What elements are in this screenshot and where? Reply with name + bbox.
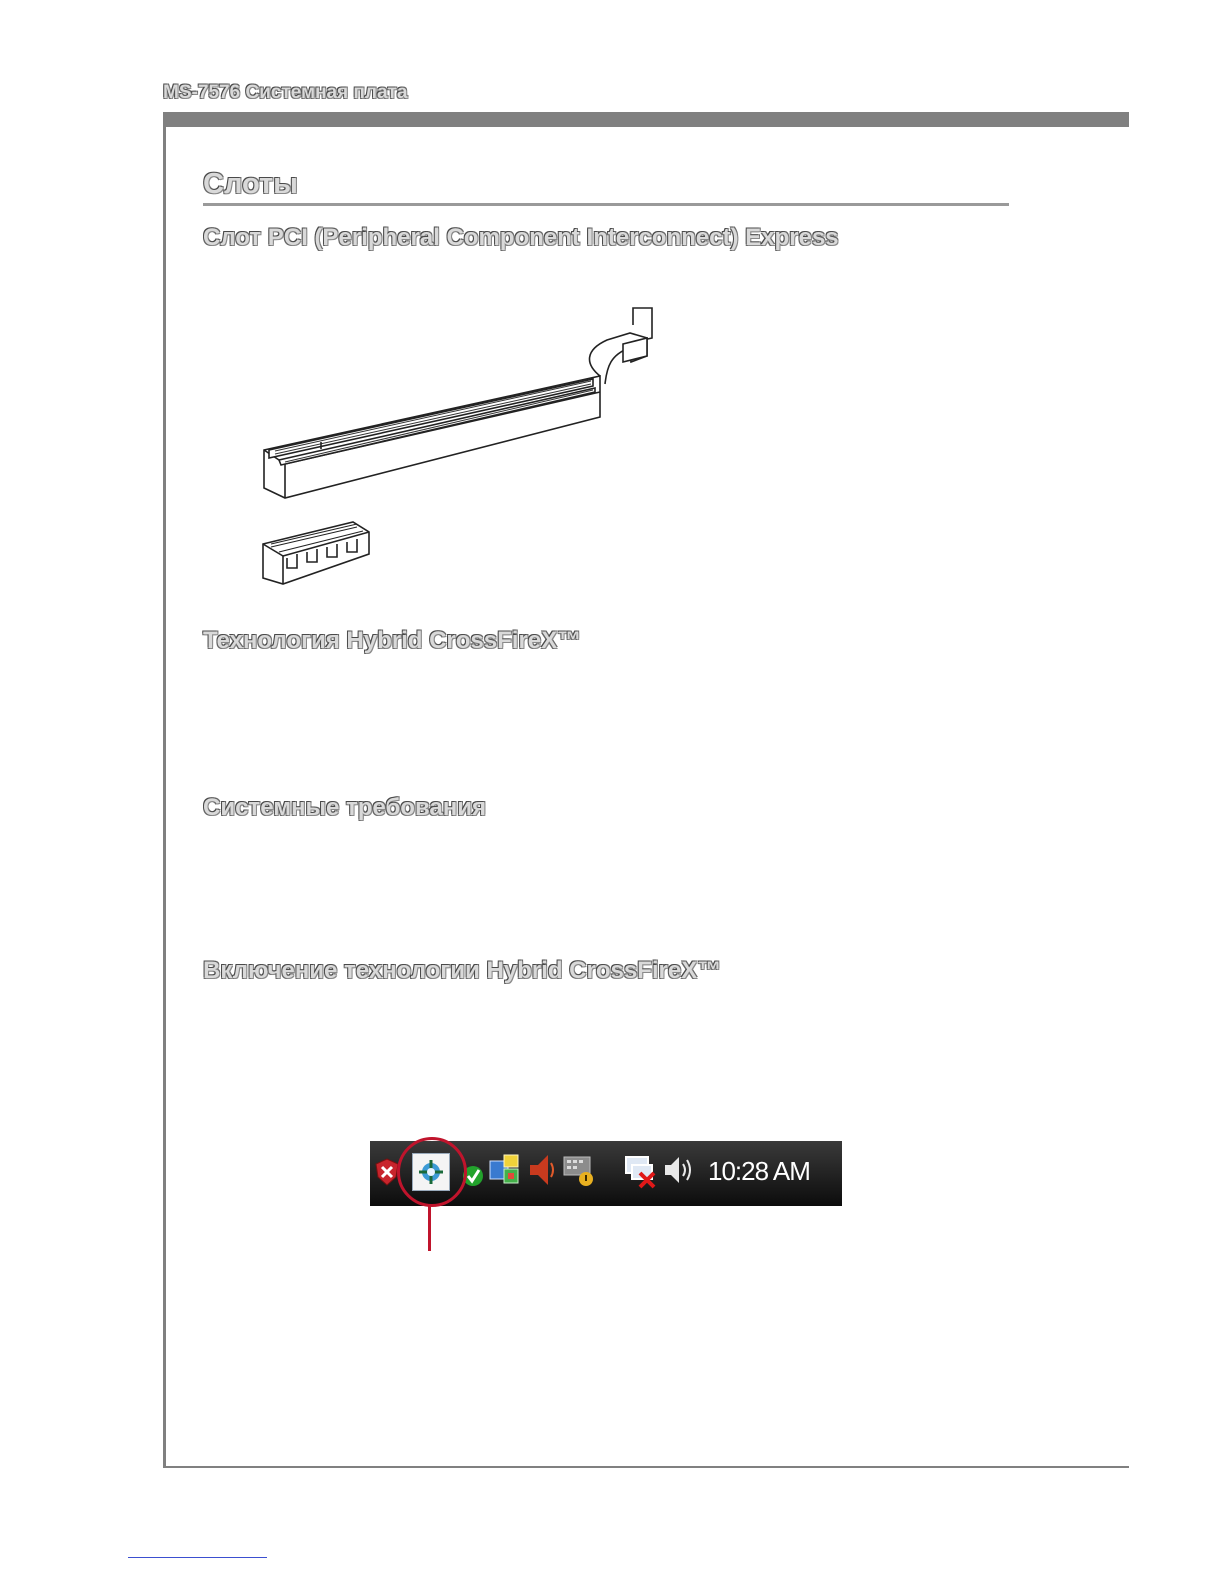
header-bar (163, 112, 1129, 127)
callout-pointer-line (428, 1205, 431, 1251)
pcie-x16-slot (264, 308, 652, 498)
audio-manager-icon[interactable] (526, 1151, 556, 1189)
footer-link-underline (128, 1557, 267, 1558)
heading-enable-hybrid-crossfirex: Включение технологии Hybrid CrossFireX™ (203, 957, 722, 984)
section-title-underline (203, 203, 1009, 206)
network-disconnected-icon[interactable] (622, 1153, 660, 1191)
keyboard-lock-icon[interactable] (562, 1151, 598, 1189)
heading-system-requirements: Системные требования (203, 794, 486, 821)
tray-clock[interactable]: 10:28 AM (708, 1156, 810, 1186)
heading-hybrid-crossfirex: Технология Hybrid CrossFireX™ (203, 627, 582, 654)
left-margin-rule (163, 112, 166, 1468)
section-title: Слоты (203, 168, 298, 200)
bottom-rule (163, 1466, 1129, 1468)
network-apps-icon[interactable] (488, 1153, 522, 1187)
volume-icon[interactable] (662, 1153, 696, 1187)
pcie-x1-slot (263, 522, 369, 584)
pcie-slot-illustration (255, 300, 675, 595)
page-header-title: MS-7576 Системная плата (163, 82, 408, 103)
highlight-circle (397, 1137, 467, 1207)
heading-pcie-slot: Слот PCI (Peripheral Component Interconnect) Express (203, 224, 839, 251)
